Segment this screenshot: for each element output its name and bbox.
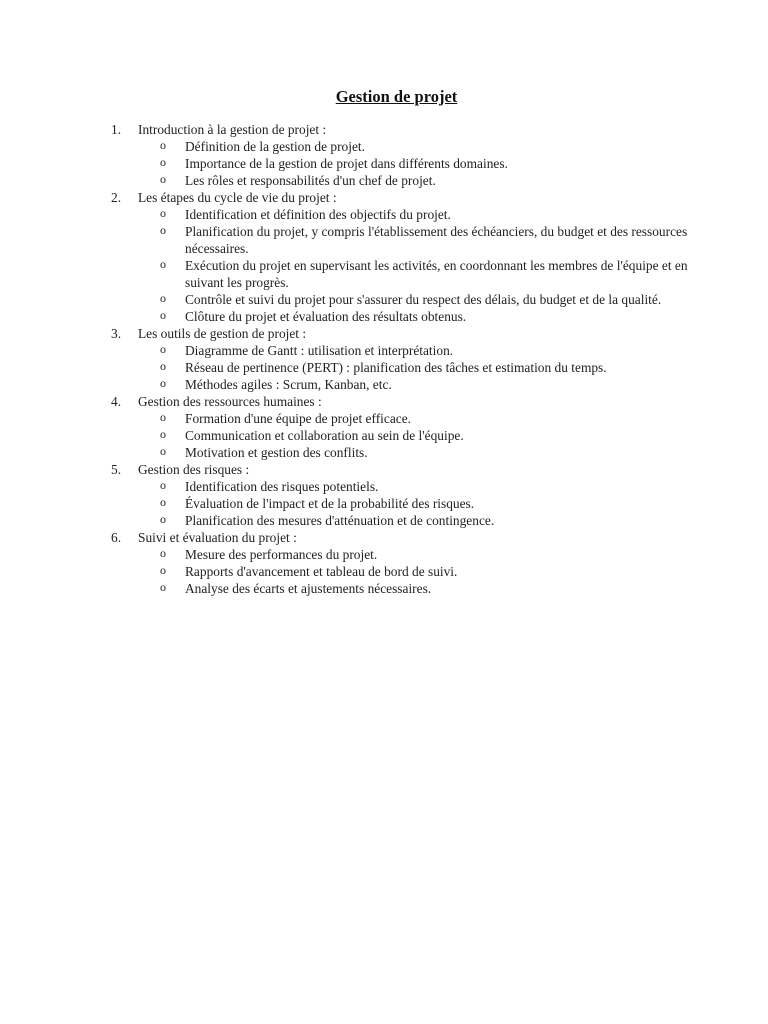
list-item bbox=[111, 495, 691, 512]
list-item-text: Formation d'une équipe de projet efficace. bbox=[185, 411, 411, 426]
list-item bbox=[111, 512, 691, 529]
section-heading bbox=[111, 121, 691, 138]
circle-bullet-icon: o bbox=[160, 410, 166, 424]
list-item-text: Évaluation de l'impact et de la probabilité des risques. bbox=[185, 496, 475, 511]
list-item bbox=[111, 308, 691, 325]
list-item bbox=[111, 359, 691, 376]
section-heading-text: Les outils de gestion de projet : bbox=[138, 326, 307, 341]
circle-bullet-icon: o bbox=[160, 342, 166, 356]
list-item bbox=[111, 172, 691, 189]
section-heading-text: Introduction à la gestion de projet : bbox=[138, 122, 327, 137]
section-number: 3. bbox=[111, 326, 122, 341]
list-item bbox=[111, 138, 691, 155]
list-item-text: Méthodes agiles : Scrum, Kanban, etc. bbox=[185, 377, 392, 392]
list-item-text: Les rôles et responsabilités d'un chef de projet. bbox=[185, 173, 436, 188]
section-heading bbox=[111, 529, 691, 546]
circle-bullet-icon: o bbox=[160, 580, 166, 594]
circle-bullet-icon: o bbox=[160, 546, 166, 560]
list-item bbox=[111, 342, 691, 359]
circle-bullet-icon: o bbox=[160, 257, 166, 271]
circle-bullet-icon: o bbox=[160, 155, 166, 169]
list-item-text: Motivation et gestion des conflits. bbox=[185, 445, 368, 460]
circle-bullet-icon: o bbox=[160, 359, 166, 373]
section-number: 4. bbox=[111, 394, 122, 409]
list-item-text: Rapports d'avancement et tableau de bord de suivi. bbox=[185, 564, 458, 579]
list-item bbox=[111, 223, 691, 257]
list-item-text: Communication et collaboration au sein de l'équipe. bbox=[185, 428, 464, 443]
sub-list bbox=[111, 342, 691, 393]
circle-bullet-icon: o bbox=[160, 444, 166, 458]
circle-bullet-icon: o bbox=[160, 206, 166, 220]
list-item-text: Clôture du projet et évaluation des résultats obtenus. bbox=[185, 309, 467, 324]
list-item bbox=[111, 410, 691, 427]
list-item-text: Réseau de pertinence (PERT) : planification des tâches et estimation du temps. bbox=[185, 360, 607, 375]
circle-bullet-icon: o bbox=[160, 308, 166, 322]
list-item-text: Contrôle et suivi du projet pour s'assurer du respect des délais, du budget et de la qualité. bbox=[185, 292, 662, 307]
outline-section bbox=[111, 121, 691, 189]
list-item-text: Identification des risques potentiels. bbox=[185, 479, 379, 494]
list-item-text: Analyse des écarts et ajustements nécessaires. bbox=[185, 581, 432, 596]
section-number: 1. bbox=[111, 122, 122, 137]
page-title: Gestion de projet bbox=[335, 87, 458, 106]
list-item bbox=[111, 155, 691, 172]
sub-list bbox=[111, 410, 691, 461]
section-heading bbox=[111, 393, 691, 410]
list-item-text: Diagramme de Gantt : utilisation et interprétation. bbox=[185, 343, 454, 358]
circle-bullet-icon: o bbox=[160, 138, 166, 152]
sub-list bbox=[111, 546, 691, 597]
outline-section bbox=[111, 393, 691, 461]
list-item-text: Définition de la gestion de projet. bbox=[185, 139, 365, 154]
list-item-text: Exécution du projet en supervisant les activités, en coordonnant les membres de l'équipe et en suivant les progrès. bbox=[185, 258, 688, 290]
outline-section bbox=[111, 325, 691, 393]
list-item bbox=[111, 546, 691, 563]
list-item bbox=[111, 206, 691, 223]
list-item bbox=[111, 257, 691, 291]
circle-bullet-icon: o bbox=[160, 291, 166, 305]
circle-bullet-icon: o bbox=[160, 512, 166, 526]
section-heading-text: Les étapes du cycle de vie du projet : bbox=[138, 190, 337, 205]
section-number: 6. bbox=[111, 530, 122, 545]
list-item bbox=[111, 478, 691, 495]
section-number: 2. bbox=[111, 190, 122, 205]
section-heading-text: Gestion des ressources humaines : bbox=[138, 394, 322, 409]
sub-list bbox=[111, 138, 691, 189]
list-item-text: Mesure des performances du projet. bbox=[185, 547, 378, 562]
list-item-text: Planification des mesures d'atténuation et de contingence. bbox=[185, 513, 495, 528]
list-item bbox=[111, 376, 691, 393]
list-item bbox=[111, 427, 691, 444]
section-heading bbox=[111, 189, 691, 206]
circle-bullet-icon: o bbox=[160, 427, 166, 441]
circle-bullet-icon: o bbox=[160, 376, 166, 390]
list-item-text: Planification du projet, y compris l'établissement des échéanciers, du budget et des ressources nécessaires. bbox=[185, 224, 688, 256]
sub-list bbox=[111, 478, 691, 529]
list-item bbox=[111, 563, 691, 580]
list-item-text: Importance de la gestion de projet dans différents domaines. bbox=[185, 156, 508, 171]
circle-bullet-icon: o bbox=[160, 495, 166, 509]
list-item bbox=[111, 444, 691, 461]
outline-section bbox=[111, 189, 691, 325]
circle-bullet-icon: o bbox=[160, 223, 166, 237]
section-heading-text: Suivi et évaluation du projet : bbox=[138, 530, 297, 545]
circle-bullet-icon: o bbox=[160, 172, 166, 186]
list-item-text: Identification et définition des objectifs du projet. bbox=[185, 207, 451, 222]
section-heading-text: Gestion des risques : bbox=[138, 462, 250, 477]
outline-list bbox=[111, 121, 691, 597]
circle-bullet-icon: o bbox=[160, 563, 166, 577]
outline-section bbox=[111, 529, 691, 597]
sub-list bbox=[111, 206, 691, 325]
section-heading bbox=[111, 325, 691, 342]
section-number: 5. bbox=[111, 462, 122, 477]
circle-bullet-icon: o bbox=[160, 478, 166, 492]
section-heading bbox=[111, 461, 691, 478]
list-item bbox=[111, 580, 691, 597]
outline-section bbox=[111, 461, 691, 529]
list-item bbox=[111, 291, 691, 308]
